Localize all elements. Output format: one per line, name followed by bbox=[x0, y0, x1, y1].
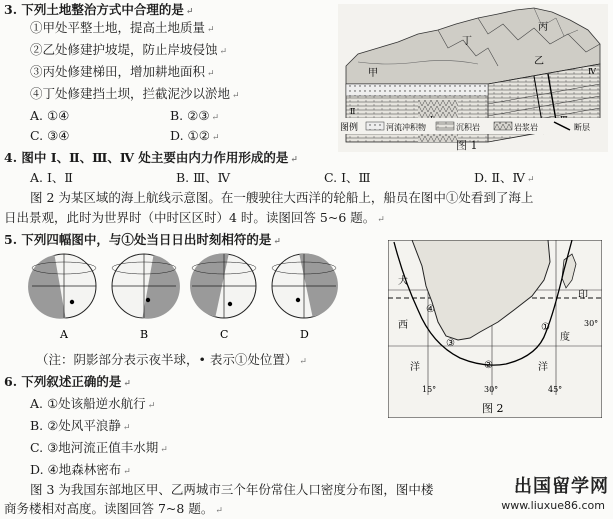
q3-choice-d: D. ①② ↵ bbox=[170, 128, 220, 143]
q3-option-1: ①甲处平整土地，提高土地质量 ↵ bbox=[30, 20, 215, 35]
globe-label-a: A bbox=[60, 328, 68, 341]
svg-text:岩浆岩: 岩浆岩 bbox=[514, 123, 538, 132]
ocean-label-xi: 西 bbox=[398, 320, 408, 331]
q3-choice-c: C. ③④ bbox=[30, 128, 70, 143]
q6-option-b: B. ②处风平浪静 ↵ bbox=[30, 418, 131, 433]
ocean-label-da: 大 bbox=[398, 276, 408, 287]
q3-choice-a: A. ①④ bbox=[30, 108, 70, 123]
svg-text:图例: 图例 bbox=[340, 123, 359, 133]
q3-option-4: ④丁处修建挡土坝，拦截泥沙以淤地 ↵ bbox=[30, 86, 240, 101]
q6-option-d: D. ④地森林密布 ↵ bbox=[30, 462, 131, 477]
ocean-label-yang: 洋 bbox=[410, 362, 420, 373]
svg-text:河流冲积物: 河流冲积物 bbox=[386, 123, 426, 132]
fig1-label-yi: 乙 bbox=[534, 56, 544, 67]
q6-stem: 6. 下列叙述正确的是 ↵ bbox=[4, 374, 131, 389]
fig1-label-bing: 丙 bbox=[538, 22, 548, 33]
q3-stem: 3. 下列土地整治方式中合理的是 ↵ bbox=[4, 2, 194, 17]
route-point-2: ② bbox=[484, 360, 493, 371]
figure-2-route-map bbox=[388, 240, 602, 418]
globe-label-c: C bbox=[220, 328, 229, 341]
q3-option-3: ③丙处修建梯田，增加耕地面积 ↵ bbox=[30, 64, 215, 79]
figure-1-caption: 图 1 bbox=[456, 139, 478, 152]
fig1-label-jia: 甲 bbox=[368, 68, 378, 79]
svg-text:断层: 断层 bbox=[574, 123, 590, 132]
fig1-label-r4: Ⅳ bbox=[588, 67, 596, 76]
ocean-label-yin: 印 bbox=[578, 290, 588, 301]
globe-label-b: B bbox=[140, 328, 149, 341]
intro-fig3-line1: 图 3 为我国东部地区甲、乙两城市三个年份常住人口密度分布图，图中楼 bbox=[30, 482, 434, 497]
intro-fig3-line2: 商务楼相对高度。读图回答 7~8 题。 ↵ bbox=[4, 501, 223, 516]
globe-a bbox=[26, 254, 96, 324]
lon-label-45: 45° bbox=[548, 385, 563, 394]
q4-choice-d: D. Ⅱ、Ⅳ ↵ bbox=[474, 170, 535, 185]
route-point-1: ① bbox=[541, 322, 550, 333]
watermark-url: www.liuxue86.com bbox=[501, 499, 605, 512]
q6-option-c: C. ③地河流正值丰水期 ↵ bbox=[30, 440, 168, 455]
q5-stem: 5. 下列四幅图中，与①处当日日出时刻相符的是 ↵ bbox=[4, 232, 281, 247]
q4-choice-a: A. Ⅰ、Ⅱ bbox=[30, 170, 73, 185]
globe-d bbox=[272, 250, 344, 318]
globe-label-d: D bbox=[300, 328, 309, 341]
fig1-label-r2: Ⅱ bbox=[350, 107, 356, 116]
lat-label-30: 30° bbox=[584, 319, 599, 328]
q4-choice-c: C. Ⅰ、Ⅲ bbox=[324, 170, 371, 185]
fig1-label-ding: 丁 bbox=[462, 36, 472, 47]
q5-note: （注：阴影部分表示夜半球，• 表示①处位置） ↵ bbox=[36, 352, 307, 367]
q4-stem: 4. 图中 Ⅰ、Ⅱ、Ⅲ、Ⅳ 处主要由内力作用形成的是 ↵ bbox=[4, 150, 298, 165]
figure-2-caption: 图 2 bbox=[482, 402, 504, 415]
ocean-label-du: 度 bbox=[560, 332, 570, 343]
globe-b bbox=[112, 254, 185, 324]
svg-text:沉积岩: 沉积岩 bbox=[456, 123, 480, 132]
intro-fig2-line1: 图 2 为某区域的海上航线示意图。在一艘驶往大西洋的轮船上，船员在图中①处看到了海上 bbox=[30, 190, 534, 205]
q6-option-a: A. ①处该船逆水航行 ↵ bbox=[30, 396, 156, 411]
q5-option-globes bbox=[26, 250, 346, 344]
route-point-4: ④ bbox=[426, 304, 435, 315]
intro-fig2-line2: 日出景观，此时为世界时（中时区区时）4 时。读图回答 5~6 题。 ↵ bbox=[4, 210, 385, 225]
figure-1-legend bbox=[338, 118, 608, 134]
q3-choice-b: B. ②③ ↵ bbox=[170, 108, 220, 123]
q4-choice-b: B. Ⅲ、Ⅳ bbox=[176, 170, 231, 185]
watermark-logo: 出国留学网 bbox=[514, 476, 609, 497]
lon-label-30: 30° bbox=[484, 385, 499, 394]
q3-option-2: ②乙处修建护坡堤，防止岸坡侵蚀 ↵ bbox=[30, 42, 228, 57]
globe-c bbox=[184, 250, 256, 318]
lon-label-15: 15° bbox=[422, 385, 437, 394]
ocean-label-yang-2: 洋 bbox=[538, 362, 548, 373]
route-point-3: ③ bbox=[446, 338, 455, 349]
